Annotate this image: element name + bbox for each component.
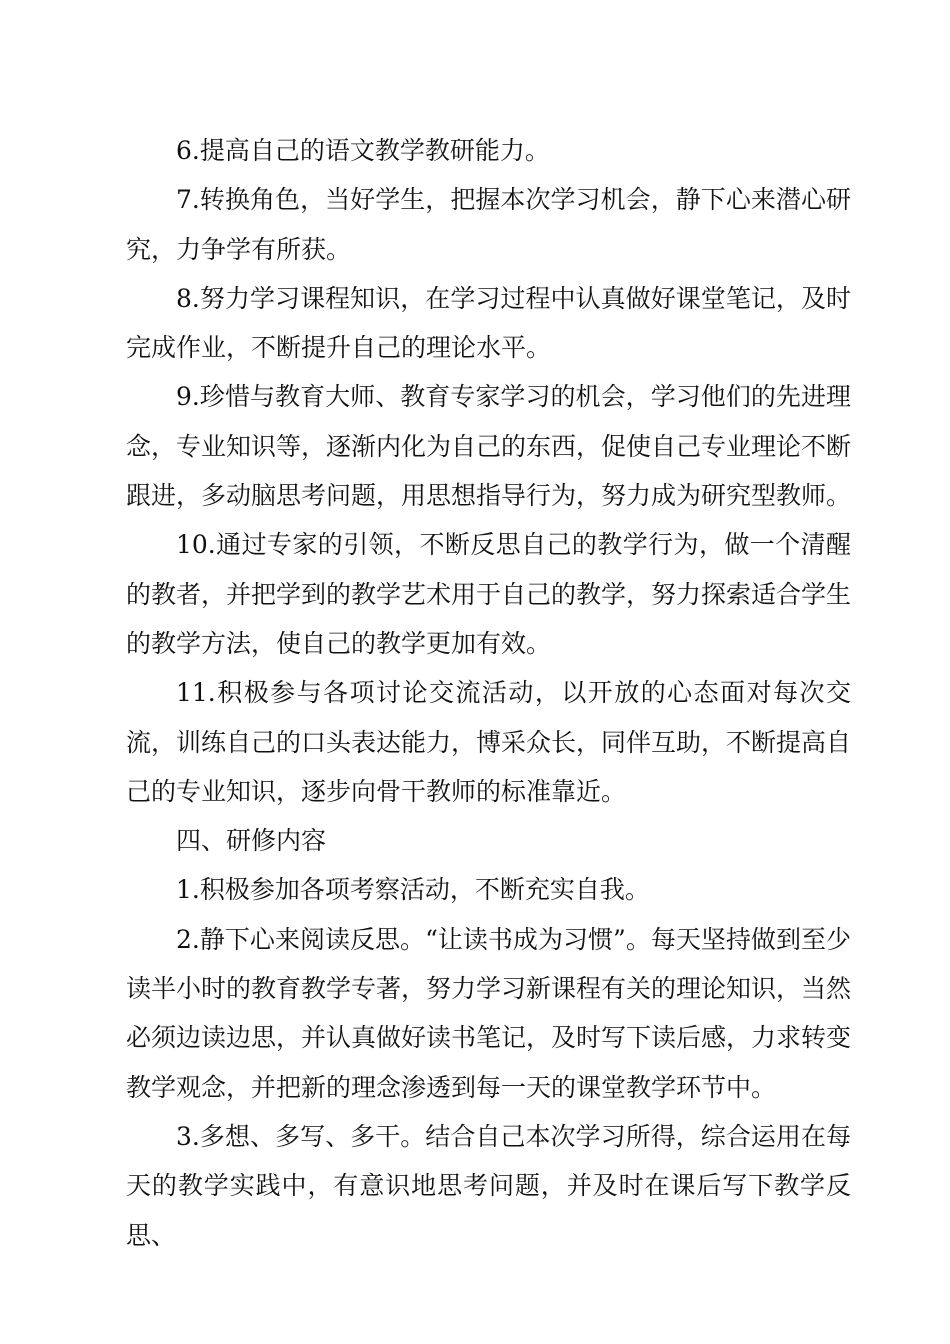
paragraph-item-10: 10.通过专家的引领，不断反思自己的教学行为，做一个清醒的教者，并把学到的教学艺术用于自己的教学，努力探索适合学生的教学方法，使自己的教学更加有效。 [126,530,852,658]
content-item-3: 3.多想、多写、多干。结合自己本次学习所得，综合运用在每天的教学实践中，有意识地思考问题，并及时在课后写下教学反思、 [126,1121,851,1250]
paragraph-item-7: 7.转换角色，当好学生，把握本次学习机会，静下心来潜心研究，力争学有所获。 [126,185,851,264]
paragraph-item-11: 11.积极参与各项讨论交流活动，以开放的心态面对每次交流，训练自己的口头表达能力，博采众长，同伴互助，不断提高自己的专业知识，逐步向骨干教师的标准靠近。 [126,678,852,806]
paragraph-item-9: 9.珍惜与教育大师、教育专家学习的机会，学习他们的先进理念，专业知识等，逐渐内化为自己的东西，促使自己专业理论不断跟进，多动脑思考问题，用思想指导行为，努力成为研究型教师。 [126,382,852,511]
paragraph-item-8: 8.努力学习课程知识，在学习过程中认真做好课堂笔记，及时完成作业，不断提升自己的理论水平。 [126,283,851,363]
content-item-1: 1.积极参加各项考察活动，不断充实自我。 [176,875,650,905]
content-item-2: 2.静下心来阅读反思。“让读书成为习惯”。每天坚持做到至少读半小时的教育教学专著，努力学习新课程有关的理论知识，当然必须边读边思，并认真做好读书笔记，及时写下读后感，力求转变教学观念，并把新的理念渗透到每一天的课堂教学环节中。 [126,924,852,1102]
paragraph-item-6: 6.提高自己的语文教学教研能力。 [176,136,550,165]
section-heading: 四、研修内容 [176,826,327,856]
document-body [126,126,851,1260]
